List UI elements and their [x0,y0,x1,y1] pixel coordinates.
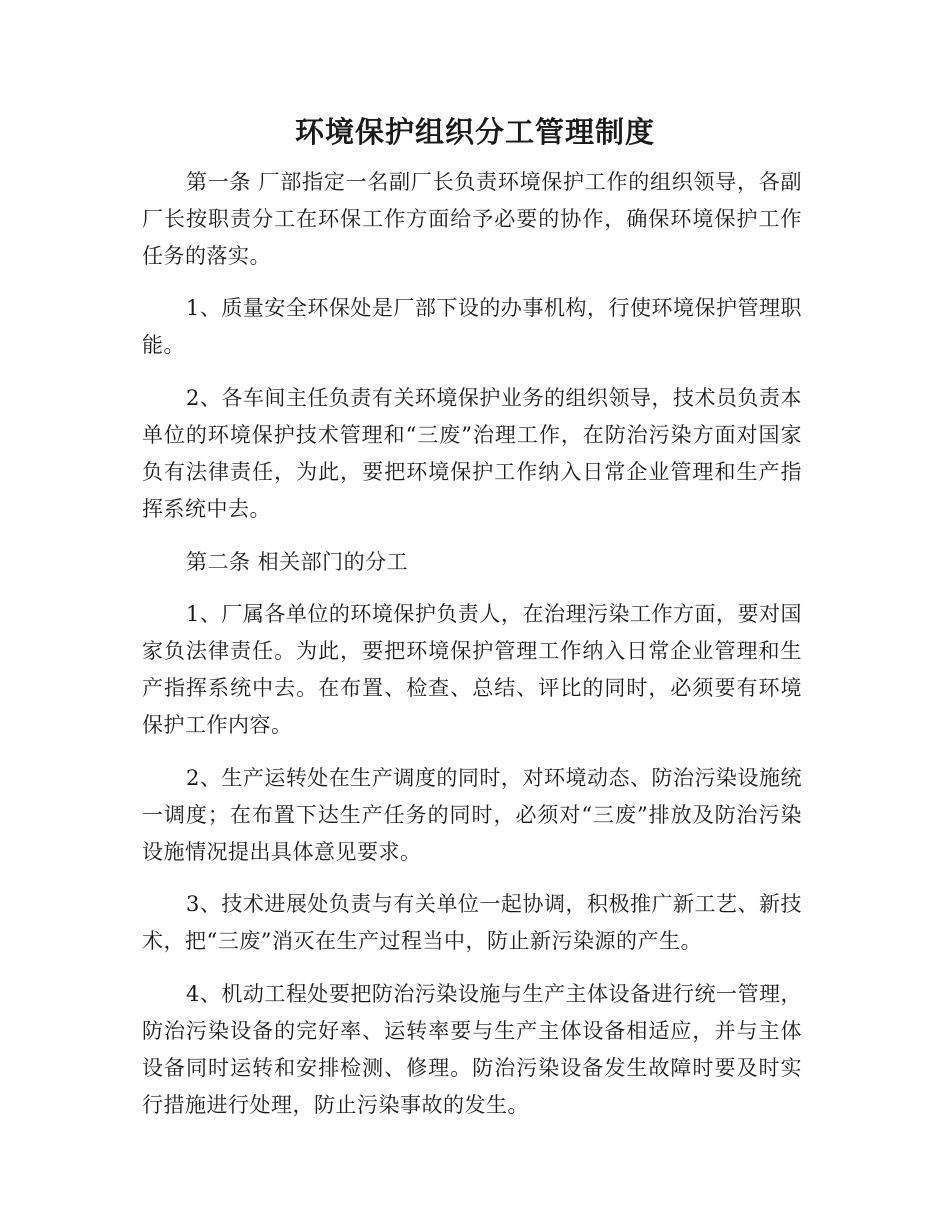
clause-2-1-paragraph: 1、厂属各单位的环境保护负责人，在治理污染工作方面，要对国家负法律责任。为此，要把环境保护管理工作纳入日常企业管理和生产指挥系统中去。在布置、检查、总结、评比的同时，必须要有环境保护工作内容。 [142,602,802,737]
clause-2-4-paragraph: 4、机动工程处要把防治污染设施与生产主体设备进行统一管理，防治污染设备的完好率、运转率要与生产主体设备相适应，并与主体设备同时运转和安排检测、修理。防治污染设备发生故障时要及时实行措施进行处理，防止污染事故的发生。 [142,982,802,1117]
document-title: 环境保护组织分工管理制度 [294,115,655,149]
article-1-paragraph: 第一条 厂部指定一名副厂长负责环境保护工作的组织领导，各副厂长按职责分工在环保工作方面给予必要的协作，确保环境保护工作任务的落实。 [142,170,802,268]
article-2-heading: 第二条 相关部门的分工 [186,550,409,574]
clause-2-3-paragraph: 3、技术进展处负责与有关单位一起协调，积极推广新工艺、新技术，把“三废”消灭在生产过程当中，防止新污染源的产生。 [142,892,802,953]
clause-1-2-paragraph: 2、各车间主任负责有关环境保护业务的组织领导，技术员负责本单位的环境保护技术管理和“三废”治理工作，在防治污染方面对国家负有法律责任，为此，要把环境保护工作纳入日常企业管理和生产指挥系统中去。 [142,386,802,521]
clause-2-2-paragraph: 2、生产运转处在生产调度的同时，对环境动态、防治污染设施统一调度；在布置下达生产任务的同时，必须对“三废”排放及防治污染设施情况提出具体意见要求。 [142,766,802,864]
clause-1-1-paragraph: 1、质量安全环保处是厂部下设的办事机构，行使环境保护管理职能。 [142,296,802,357]
